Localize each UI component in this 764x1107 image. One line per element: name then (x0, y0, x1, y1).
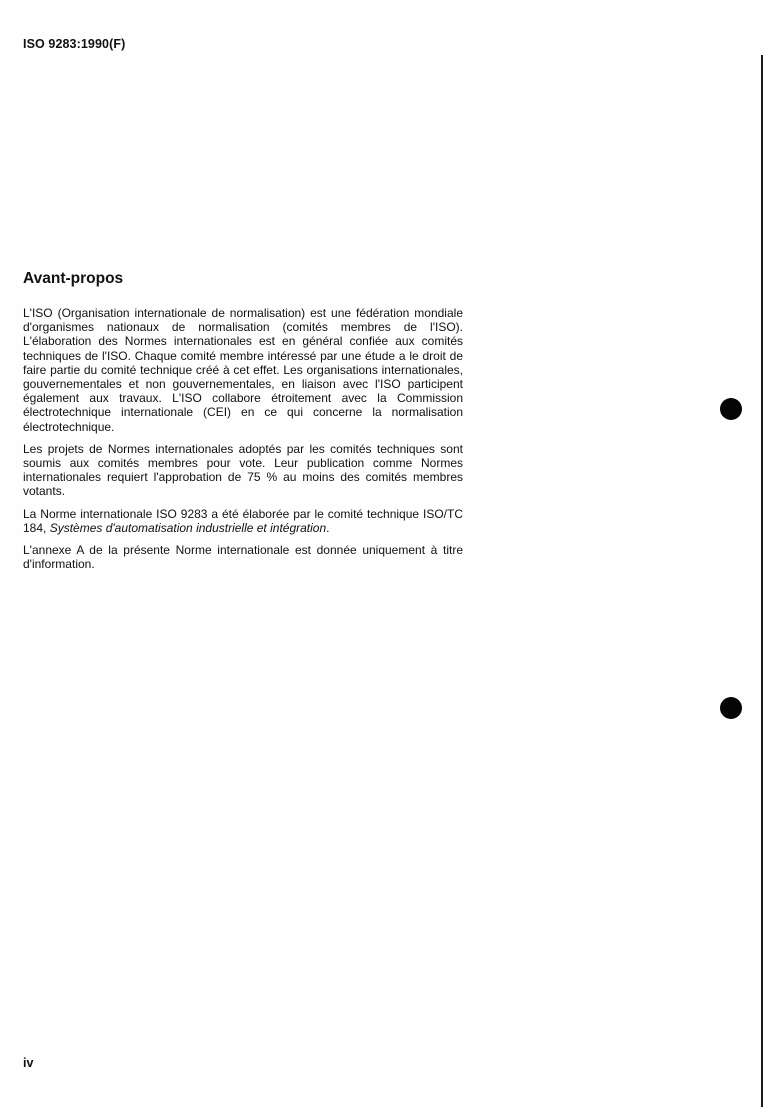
foreword-paragraph-3 (23, 507, 463, 535)
standard-reference: ISO 9283:1990(F) (23, 37, 126, 51)
section-title: Avant-propos (23, 270, 124, 287)
foreword-paragraph-1: L'ISO (Organisation internationale de normalisation) est une fédération mondiale d'organismes nationaux de normalisation (comités membres de l'ISO). L'élaboration des Normes internationales est en général confiée aux comités techniques de l'ISO. Chaque comité membre intéressé par une étude a le droit de faire partie du comité technique créé à cet effet. Les organisations internationales, gouvernementales et non gouvernementales, en liaison avec l'ISO participent également aux travaux. L'ISO collabore étroitement avec la Commission électrotechnique internationale (CEI) en ce qui concerne la normalisation électrotechnique. (23, 306, 463, 434)
punch-hole-upper (720, 398, 742, 420)
page-edge-line (761, 55, 763, 1107)
page-number: iv (23, 1056, 34, 1070)
committee-title: Systèmes d'automatisation industrielle et intégration (49, 520, 327, 535)
foreword-paragraph-4: L'annexe A de la présente Norme internationale est donnée uniquement à titre d'information. (23, 543, 463, 572)
foreword-paragraph-2: Les projets de Normes internationales adoptés par les comités techniques sont soumis aux comités membres pour vote. Leur publication comme Normes internationales requiert l'approbation de 75 % au moins des comités membres votants. (23, 441, 463, 499)
paragraph-3-text: La Norme internationale ISO 9283 a été élaborée par le comité technique ISO/TC 184, (23, 506, 463, 535)
paragraph-3-end: . (326, 520, 330, 535)
punch-hole-lower (720, 697, 742, 719)
foreword-body (23, 306, 463, 579)
